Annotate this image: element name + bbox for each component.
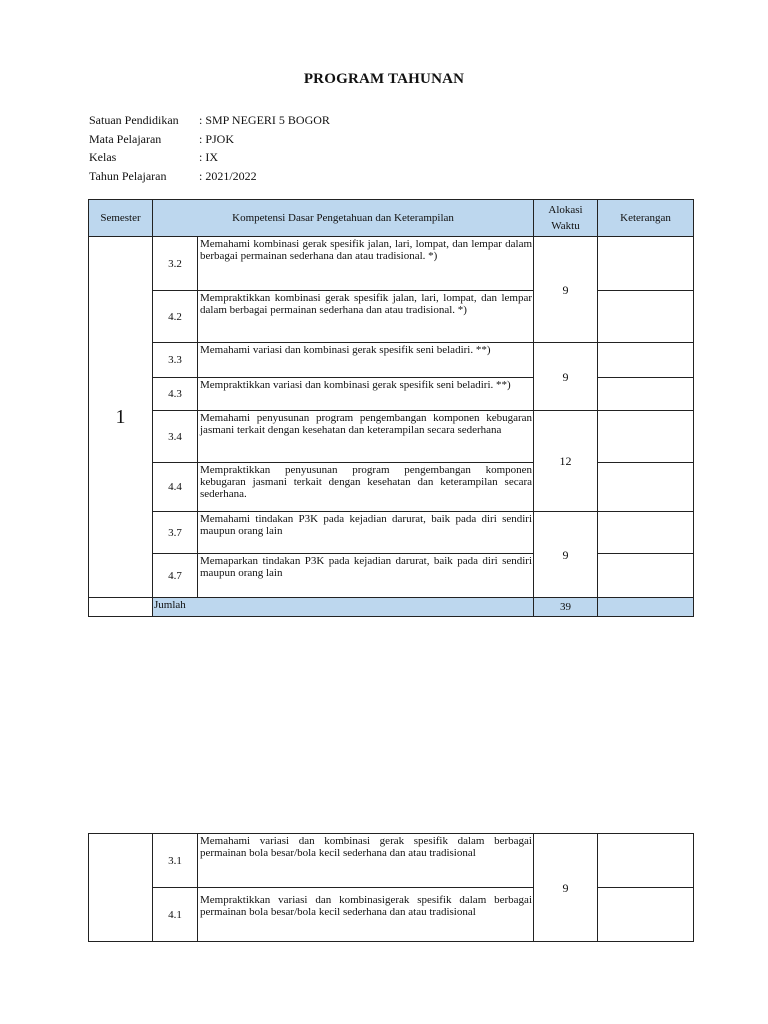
header-alokasi: Alokasi Waktu xyxy=(534,200,598,237)
kd-code: 4.1 xyxy=(153,888,198,942)
kd-description: Mempraktikkan variasi dan kombinasi gerak spesifik seni beladiri. **) xyxy=(198,378,534,411)
meta-label: Tahun Pelajaran xyxy=(89,168,167,183)
table-row xyxy=(89,512,694,554)
kd-code: 3.4 xyxy=(153,411,198,463)
keterangan-cell xyxy=(598,291,694,343)
kd-code: 4.2 xyxy=(153,291,198,343)
total-semester-cell xyxy=(89,598,153,617)
table-row xyxy=(89,291,694,343)
total-value: 39 xyxy=(534,598,598,617)
meta-value: : 2021/2022 xyxy=(199,168,257,183)
header-keterangan: Keterangan xyxy=(598,200,694,237)
keterangan-cell xyxy=(598,888,694,942)
table-row xyxy=(89,554,694,598)
kd-description: Memahami variasi dan kombinasi gerak spesifik seni beladiri. **) xyxy=(198,343,534,378)
table-row xyxy=(89,411,694,463)
meta-label: Mata Pelajaran xyxy=(89,131,162,146)
keterangan-cell xyxy=(598,237,694,291)
document-meta xyxy=(89,111,330,185)
kd-code: 3.3 xyxy=(153,343,198,378)
alokasi-value: 9 xyxy=(534,512,598,598)
table-row xyxy=(89,237,694,291)
page-title: PROGRAM TAHUNAN xyxy=(303,71,465,87)
alokasi-value: 12 xyxy=(534,411,598,512)
kd-code: 4.4 xyxy=(153,463,198,512)
keterangan-cell xyxy=(598,512,694,554)
alokasi-value: 9 xyxy=(534,237,598,343)
meta-row-class xyxy=(89,148,330,167)
kd-code: 3.2 xyxy=(153,237,198,291)
header-kompetensi: Kompetensi Dasar Pengetahuan dan Keterampilan xyxy=(153,200,534,237)
kd-code: 4.7 xyxy=(153,554,198,598)
meta-value: : IX xyxy=(199,150,218,164)
keterangan-cell xyxy=(598,411,694,463)
keterangan-cell xyxy=(598,554,694,598)
semester-number: 1 xyxy=(89,237,153,598)
total-keterangan-cell xyxy=(598,598,694,617)
table-row xyxy=(89,834,694,888)
kd-description: Memahami kombinasi gerak spesifik jalan, lari, lompat, dan lempar dalam berbagai permainan sederhana dan atau tradisional. *) xyxy=(198,237,534,291)
meta-label: Kelas xyxy=(89,150,117,164)
meta-value: : SMP NEGERI 5 BOGOR xyxy=(199,113,330,127)
table-header-row xyxy=(89,200,694,237)
keterangan-cell xyxy=(598,463,694,512)
kd-description: Memahami variasi dan kombinasi gerak spesifik dalam berbagai permainan bola besar/bola kecil sederhana dan atau tradisional xyxy=(198,834,534,888)
kd-code: 3.1 xyxy=(153,834,198,888)
table-row xyxy=(89,378,694,411)
kd-code: 4.3 xyxy=(153,378,198,411)
annual-program-table xyxy=(88,199,694,617)
table-row xyxy=(89,463,694,512)
total-label: Jumlah xyxy=(153,598,534,617)
kd-description: Memahami penyusunan program pengembangan komponen kebugaran jasmani terkait dengan kesehatan dan keterampilan secara sederhana xyxy=(198,411,534,463)
kd-description: Mempraktikkan variasi dan kombinasigerak spesifik dalam berbagai permainan bola besar/bola kecil sederhana dan atau tradisional xyxy=(198,888,534,942)
meta-row-school xyxy=(89,111,330,130)
semester-cell xyxy=(89,834,153,942)
table-row xyxy=(89,888,694,942)
header-semester: Semester xyxy=(89,200,153,237)
kd-description: Memaparkan tindakan P3K pada kejadian darurat, baik pada diri sendiri maupun orang lain xyxy=(198,554,534,598)
keterangan-cell xyxy=(598,834,694,888)
table-row xyxy=(89,343,694,378)
kd-description: Mempraktikkan kombinasi gerak spesifik jalan, lari, lompat, dan lempar dalam berbagai permainan sederhana dan atau tradisional. *) xyxy=(198,291,534,343)
alokasi-value: 9 xyxy=(534,343,598,411)
meta-row-subject xyxy=(89,130,330,149)
total-row xyxy=(89,598,694,617)
annual-program-table-continued xyxy=(88,833,694,942)
meta-label: Satuan Pendidikan xyxy=(89,113,179,127)
kd-description: Memahami tindakan P3K pada kejadian darurat, baik pada diri sendiri maupun orang lain xyxy=(198,512,534,554)
alokasi-value: 9 xyxy=(534,834,598,942)
kd-code: 3.7 xyxy=(153,512,198,554)
keterangan-cell xyxy=(598,378,694,411)
meta-row-year xyxy=(89,167,330,186)
keterangan-cell xyxy=(598,343,694,378)
meta-value: : PJOK xyxy=(199,131,235,146)
kd-description: Mempraktikkan penyusunan program pengembangan komponen kebugaran jasmani terkait dengan kesehatan dan keterampilan secara sederhana. xyxy=(198,463,534,512)
